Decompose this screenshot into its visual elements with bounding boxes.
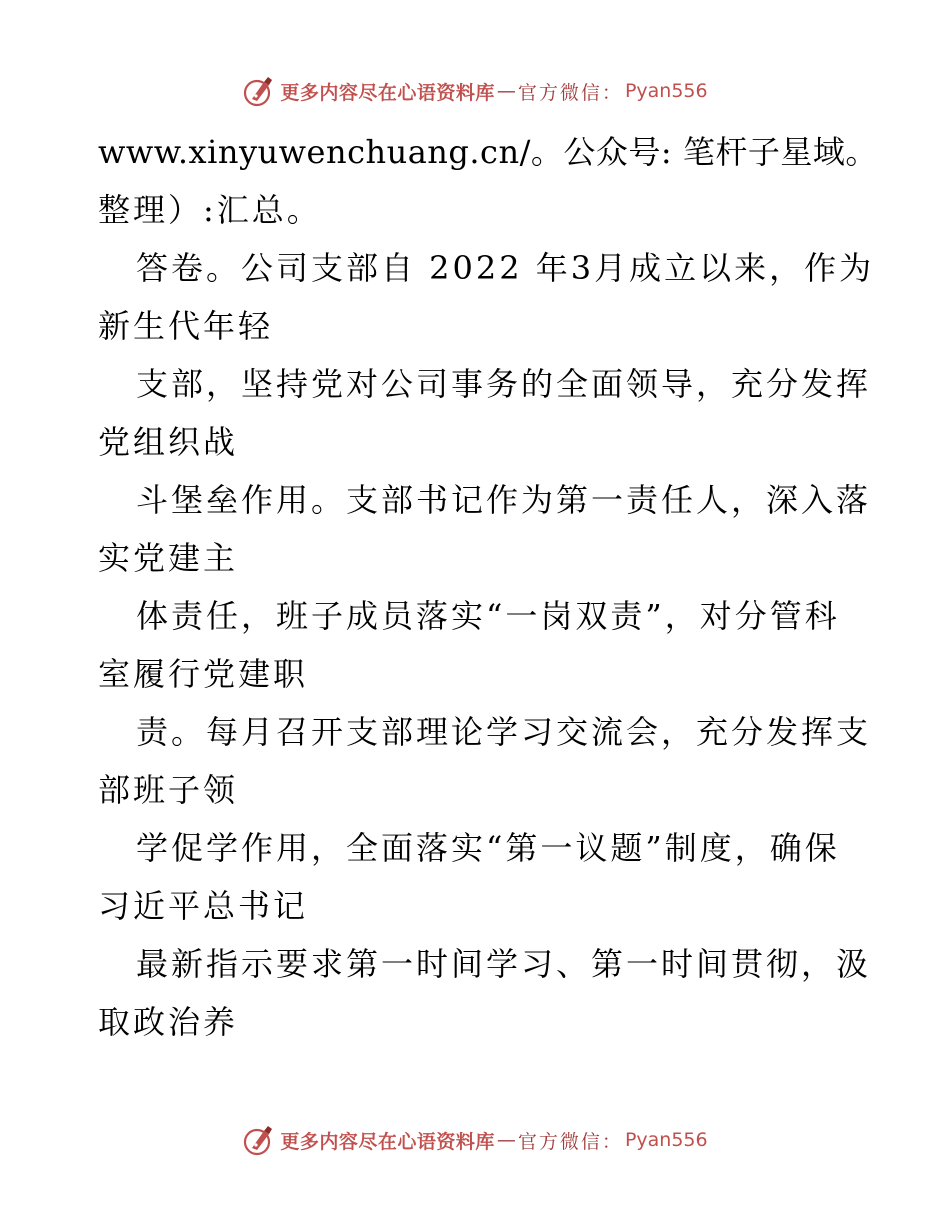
body-line: 习近平总书记: [98, 887, 309, 925]
watermark-official-label: 官方微信：: [517, 1130, 623, 1153]
pen-nib-icon: [242, 1123, 276, 1157]
header-watermark: [0, 71, 950, 111]
body-line: 党组织战: [98, 423, 239, 461]
body-line: 室履行党建职: [98, 655, 309, 693]
body-line: 斗堡垒作用。支部书记作为第一责任人，深入落: [136, 481, 872, 519]
body-line: www.xinyuwenchuang.cn/。公众号: 笔杆子星域。: [98, 133, 878, 171]
watermark-dash: —: [496, 1129, 516, 1151]
watermark-text: 更多内容尽在心语资料库: [280, 1130, 495, 1153]
body-line: 最新指示要求第一时间学习、第一时间贯彻，汲: [136, 945, 872, 983]
body-line: 体责任，班子成员落实“一岗双责”，对分管科: [136, 597, 840, 635]
document-body: [98, 123, 878, 1051]
body-line: 答卷。公司支部自 2022 年3月成立以来，作为: [136, 249, 875, 287]
footer-watermark: [0, 1120, 950, 1160]
watermark-official-label: 官方微信：: [517, 81, 623, 104]
body-line: 整理）:汇总。: [98, 191, 322, 229]
pen-nib-icon: [242, 74, 276, 108]
body-line: 学促学作用，全面落实“第一议题”制度，确保: [136, 829, 840, 867]
watermark-text: 更多内容尽在心语资料库: [280, 81, 495, 104]
body-line: 新生代年轻: [98, 307, 274, 345]
watermark-dash: —: [496, 80, 516, 102]
watermark-wechat-id: Pyan556: [624, 80, 708, 102]
body-line: 部班子领: [98, 771, 239, 809]
body-line: 责。每月召开支部理论学习交流会，充分发挥支: [136, 713, 872, 751]
body-line: 实党建主: [98, 539, 239, 577]
watermark-wechat-id: Pyan556: [624, 1129, 708, 1151]
body-line: 支部，坚持党对公司事务的全面领导，充分发挥: [136, 365, 872, 403]
body-line: 取政治养: [98, 1003, 239, 1041]
